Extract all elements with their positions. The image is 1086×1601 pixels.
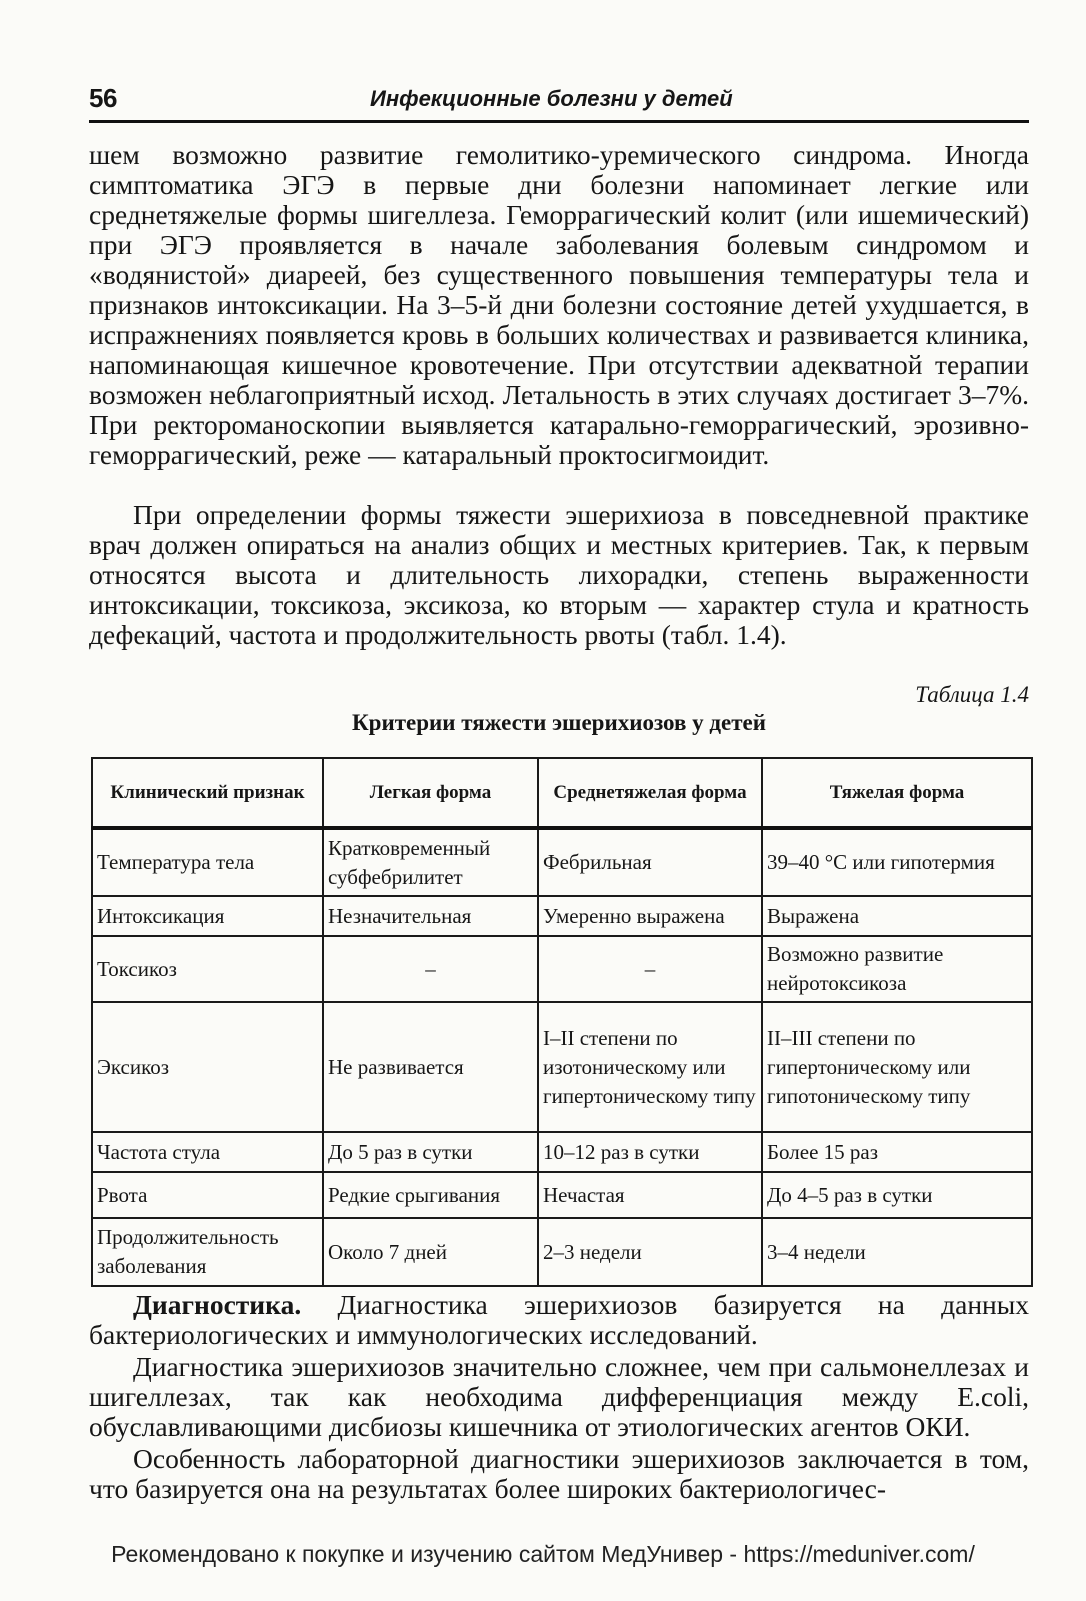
table-cell: II–III степени по гипертоническому или гипотоническому типу — [762, 1002, 1032, 1132]
table-cell: Около 7 дней — [323, 1218, 538, 1286]
table-cell: Более 15 раз — [762, 1132, 1032, 1172]
table-cell: – — [323, 936, 538, 1002]
header-cell-mild: Легкая форма — [323, 758, 538, 828]
header-cell-sign: Клинический признак — [92, 758, 323, 828]
table-row — [92, 828, 1032, 896]
table-cell: Токсикоз — [92, 936, 323, 1002]
running-title: Инфекционные болезни у детей — [370, 86, 733, 111]
paragraph-4: Диагностика эшерихиозов значительно сложнее, чем при сальмонеллезах и шигеллезах, так как необходима дифференциация между E.coli, обуславливающими дисбиозы кишечника от этиологических агентов ОКИ. — [89, 1351, 1029, 1442]
table-cell: Незначительная — [323, 896, 538, 936]
table-cell: Умеренно выражена — [538, 896, 762, 936]
table-number: Таблица 1.4 — [915, 682, 1029, 707]
table-cell: До 5 раз в сутки — [323, 1132, 538, 1172]
table-cell: Выражена — [762, 896, 1032, 936]
table-cell: 3–4 недели — [762, 1218, 1032, 1286]
table-cell: Продолжительность заболевания — [92, 1218, 323, 1286]
table-cell: Рвота — [92, 1172, 323, 1218]
table-cell: Эксикоз — [92, 1002, 323, 1132]
header-rule — [89, 120, 1029, 123]
table-cell: Температура тела — [92, 828, 323, 896]
header-cell-moderate: Среднетяжелая форма — [538, 758, 762, 828]
table-row — [92, 1002, 1032, 1132]
table-cell: До 4–5 раз в сутки — [762, 1172, 1032, 1218]
paragraph-5: Особенность лабораторной диагностики эшерихиозов заключается в том, что базируется она на результатах более широких бактериологичес- — [89, 1443, 1029, 1504]
table-cell: Редкие срыгивания — [323, 1172, 538, 1218]
table-cell: Нечастая — [538, 1172, 762, 1218]
table-cell: – — [538, 936, 762, 1002]
diagnostics-lead: Диагностика. — [133, 1289, 302, 1320]
table-row — [92, 1132, 1032, 1172]
criteria-table — [91, 757, 1033, 1287]
table-cell: 2–3 недели — [538, 1218, 762, 1286]
paragraph-1: шем возможно развитие гемолитико-уремического синдрома. Иногда симптоматика ЭГЭ в первые дни болезни напоминает легкие или среднетяжелые формы шигеллеза. Геморрагический колит (или ишемический) при ЭГЭ проявляется в начале заболевания болевым синдромом и «водянистой» диареей, без существенного повышения температуры тела и признаков интоксикации. На 3–5-й дни болезни состояние детей ухудшается, в испражнениях появляется кровь в больших количествах и развивается клиника, напоминающая кишечное кровотечение. При отсутствии адекватной терапии возможен неблагоприятный исход. Летальность в этих случаях достигает 3–7%. При ректороманоскопии выявляется катарально-геморрагический, эрозивно-геморрагический, реже — катаральный проктосигмоидит. — [89, 139, 1029, 470]
table-cell: Интоксикация — [92, 896, 323, 936]
diagnostics-text: Диагностика эшерихиозов базируется на данных бактериологических и иммунологических исследований. — [89, 1289, 1029, 1350]
table-cell: 39–40 °С или гипотермия — [762, 828, 1032, 896]
table-cell: Кратковременный субфебрилитет — [323, 828, 538, 896]
page-number: 56 — [89, 83, 117, 113]
footer-note: Рекомендовано к покупке и изучению сайтом МедУнивер - https://meduniver.com/ — [111, 1541, 975, 1567]
paragraph-2: При определении формы тяжести эшерихиоза в повседневной практике врач должен опираться на анализ общих и местных критериев. Так, к первым относятся высота и длительность лихорадки, степень выраженности интоксикации, токсикоза, эксикоза, ко вторым — характер стула и кратность дефекаций, частота и продолжительность рвоты (табл. 1.4). — [89, 499, 1029, 650]
table-row — [92, 1172, 1032, 1218]
table-cell: Фебрильная — [538, 828, 762, 896]
table-row — [92, 896, 1032, 936]
header-cell-severe: Тяжелая форма — [762, 758, 1032, 828]
table-cell: 10–12 раз в сутки — [538, 1132, 762, 1172]
table-title: Критерии тяжести эшерихиозов у детей — [352, 710, 766, 735]
table-header-row — [92, 758, 1032, 828]
table-row — [92, 936, 1032, 1002]
table-cell: Частота стула — [92, 1132, 323, 1172]
table-cell: Возможно развитие нейротоксикоза — [762, 936, 1032, 1002]
table-row — [92, 1218, 1032, 1286]
paragraph-diagnostics — [89, 1290, 1029, 1350]
table-cell: I–II степени по изотоническому или гипертоническому типу — [538, 1002, 762, 1132]
table-cell: Не развивается — [323, 1002, 538, 1132]
